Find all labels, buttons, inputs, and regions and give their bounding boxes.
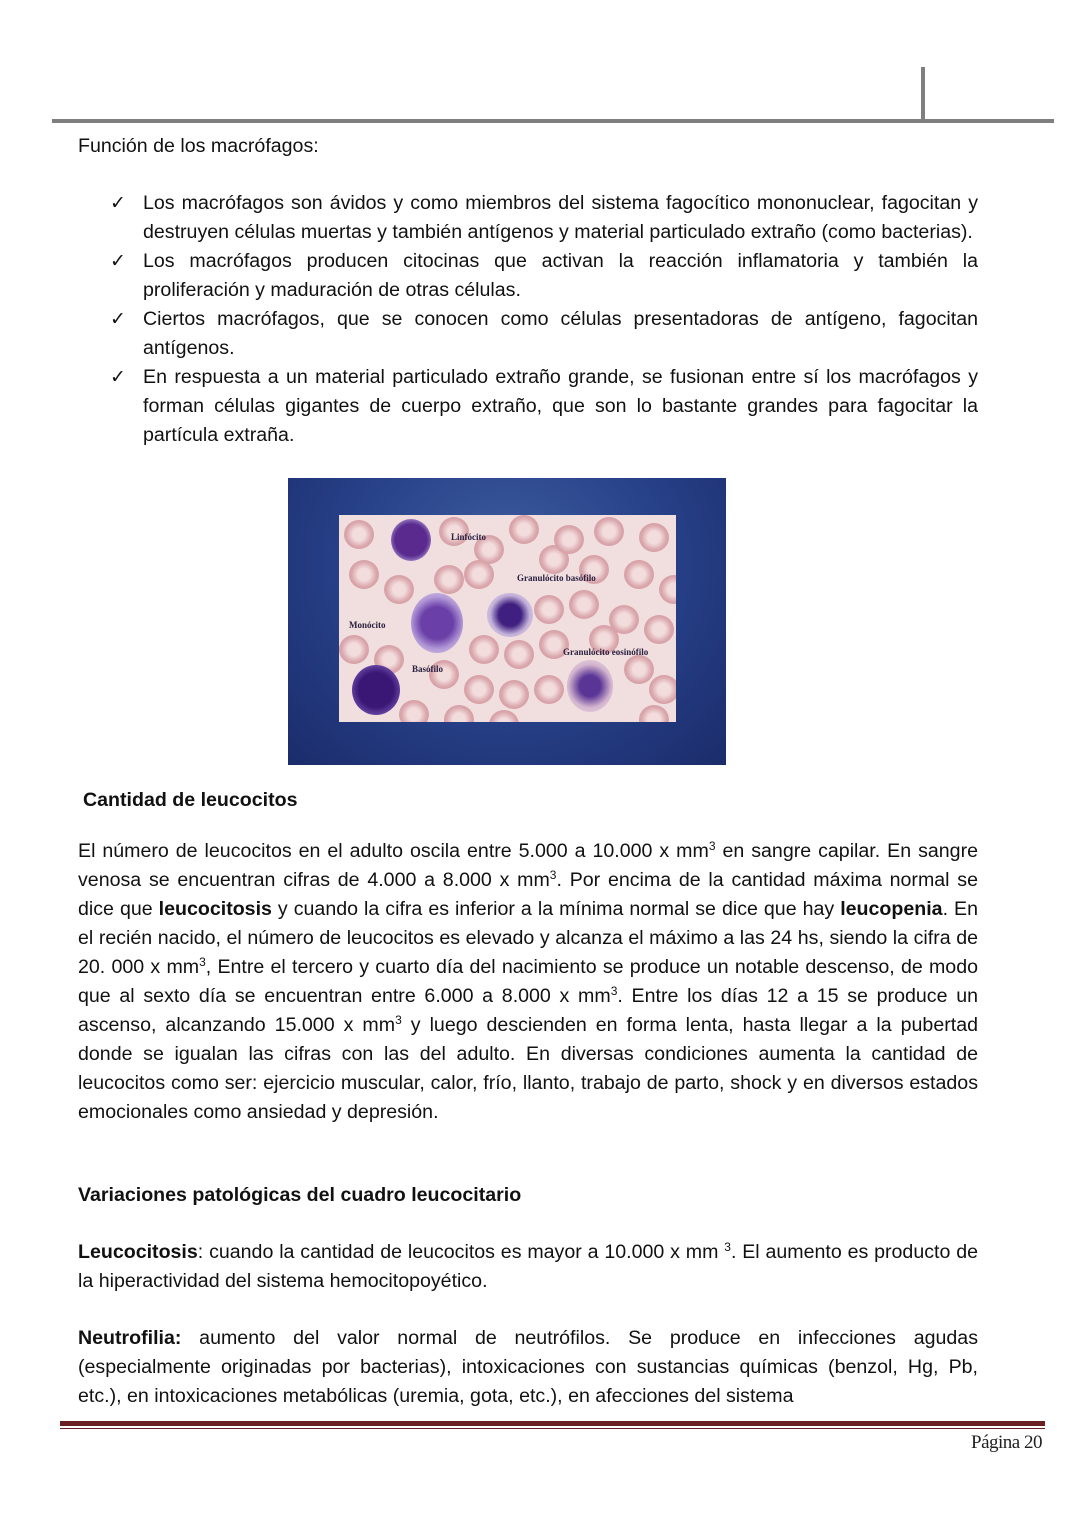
superscript: 3 (395, 1013, 402, 1027)
blood-smear-figure (288, 478, 726, 765)
red-blood-cell (609, 605, 639, 634)
section-title: Función de los macrófagos: (78, 135, 319, 157)
header-rule (52, 119, 1054, 123)
paragraph-neutrofilia (78, 1324, 978, 1411)
text-run: El número de leucocitos en el adulto oscila entre 5.000 a 10.000 x mm (78, 840, 709, 862)
red-blood-cell (469, 635, 499, 664)
macrophage-function-list (110, 189, 978, 450)
superscript: 3 (708, 839, 716, 853)
bold-term: leucocitosis (158, 898, 272, 920)
heading-variaciones: Variaciones patológicas del cuadro leucocitario (78, 1184, 522, 1206)
text-run: y luego descienden en forma lenta, hasta llegar a la pubertad donde se igualan las cifras con las del adulto. En diversas condiciones aumenta la cantidad de leucocitos como ser: ejercicio muscular, calor, frío, llanto, trabajo de parto, shock y en diversos estados emocionales como ansiedad y depresión. (78, 1014, 978, 1123)
red-blood-cell (594, 517, 624, 546)
red-blood-cell (384, 575, 414, 604)
footer-rule (60, 1421, 1045, 1426)
label-basofilo: Basófilo (412, 664, 444, 674)
list-item: ✓ Los macrófagos producen citocinas que activan la reacción inflamatoria y también la proliferación y maduración de otras células. (110, 247, 978, 305)
red-blood-cell (504, 640, 534, 669)
text-run: : cuando la cantidad de leucocitos es mayor a 10.000 x mm (197, 1241, 725, 1263)
red-blood-cell (649, 675, 676, 704)
text-run: en sangre capilar. En sangre venosa se encuentran cifras de 4.000 a 8.000 x mm (78, 840, 978, 891)
paragraph-cantidad (78, 837, 978, 1127)
list-item: ✓ Ciertos macrófagos, que se conocen como células presentadoras de antígeno, fagocitan antígenos. (110, 305, 978, 363)
red-blood-cell (489, 710, 519, 722)
page-number: Página 20 (971, 1432, 1042, 1453)
monocyte-cell (411, 593, 463, 653)
red-blood-cell (639, 523, 669, 552)
basophil-cell (352, 665, 400, 715)
red-blood-cell (349, 560, 379, 589)
text-run: . En el recién nacido, el número de leucocitos es elevado y alcanza el máximo a las 24 hs, siendo la cifra de 20. 000 x mm (78, 898, 978, 978)
red-blood-cell (644, 615, 674, 644)
header-divider (921, 67, 925, 121)
heading-cantidad: Cantidad de leucocitos (83, 789, 298, 811)
red-blood-cell (534, 675, 564, 704)
red-blood-cell (444, 705, 474, 722)
check-icon: ✓ (110, 308, 126, 330)
bold-term: Leucocitosis (78, 1241, 198, 1263)
check-icon: ✓ (110, 192, 126, 214)
footer-rule-thin (60, 1428, 1045, 1429)
check-icon: ✓ (110, 366, 126, 388)
bold-term: leucopenia (840, 898, 943, 920)
lymphocyte-cell (391, 519, 431, 561)
red-blood-cell (624, 655, 654, 684)
red-blood-cell (434, 565, 464, 594)
text-run: . El aumento es producto de la hiperactividad del sistema hemocitopoyético. (78, 1241, 978, 1292)
superscript: 3 (199, 955, 206, 969)
paragraph-leucocitosis (78, 1238, 978, 1296)
red-blood-cell (639, 705, 669, 722)
red-blood-cell (399, 700, 429, 722)
superscript: 3 (724, 1240, 731, 1254)
eosinophil-granulocyte-cell (567, 660, 613, 712)
label-granulocito-basofilo: Granulócito basófilo (517, 573, 596, 583)
red-blood-cell (554, 525, 584, 554)
text-run: y cuando la cifra es inferior a la mínima normal se dice que hay (271, 898, 841, 920)
text-run: aumento del valor normal de neutrófilos. Se produce en infecciones agudas (especialmente originadas por bacterias), intoxicaciones con sustancias químicas (benzol, Hg, Pb, etc.), en intoxicaciones metabólicas (uremia, gota, etc.), en afecciones del sistema (78, 1327, 978, 1407)
superscript: 3 (549, 868, 557, 882)
label-linfocito: Linfócito (451, 532, 486, 542)
red-blood-cell (499, 680, 529, 709)
red-blood-cell (659, 575, 676, 604)
red-blood-cell (464, 675, 494, 704)
red-blood-cell (509, 515, 539, 544)
micrograph (339, 515, 676, 722)
basophil-granulocyte-cell (487, 593, 533, 637)
red-blood-cell (464, 560, 494, 589)
text-run: . Entre los días 12 a 15 se produce un ascenso, alcanzando 15.000 x mm (78, 985, 978, 1036)
text-run: , Entre el tercero y cuarto día del nacimiento se produce un notable descenso, de modo que al sexto día se encuentran entre 6.000 a 8.000 x mm (78, 956, 978, 1007)
list-item: ✓ Los macrófagos son ávidos y como miembros del sistema fagocítico mononuclear, fagocitan y destruyen células muertas y también antígenos y material particulado extraño (como bacterias). (110, 189, 978, 247)
red-blood-cell (569, 590, 599, 619)
text-run: . Por encima de la cantidad máxima normal se dice que (78, 869, 978, 920)
red-blood-cell (534, 595, 564, 624)
red-blood-cell (624, 560, 654, 589)
bold-term: Neutrofilia: (78, 1327, 182, 1349)
red-blood-cell (344, 520, 374, 549)
superscript: 3 (610, 984, 618, 998)
list-item: ✓ En respuesta a un material particulado extraño grande, se fusionan entre sí los macrófagos y forman células gigantes de cuerpo extraño, que son lo bastante grandes para fagocitar la partícula extraña. (110, 363, 978, 450)
label-monocito: Monócito (349, 620, 386, 630)
label-granulocito-eosinofilo: Granulócito eosinófilo (563, 647, 649, 657)
check-icon: ✓ (110, 250, 126, 272)
red-blood-cell (339, 635, 369, 664)
